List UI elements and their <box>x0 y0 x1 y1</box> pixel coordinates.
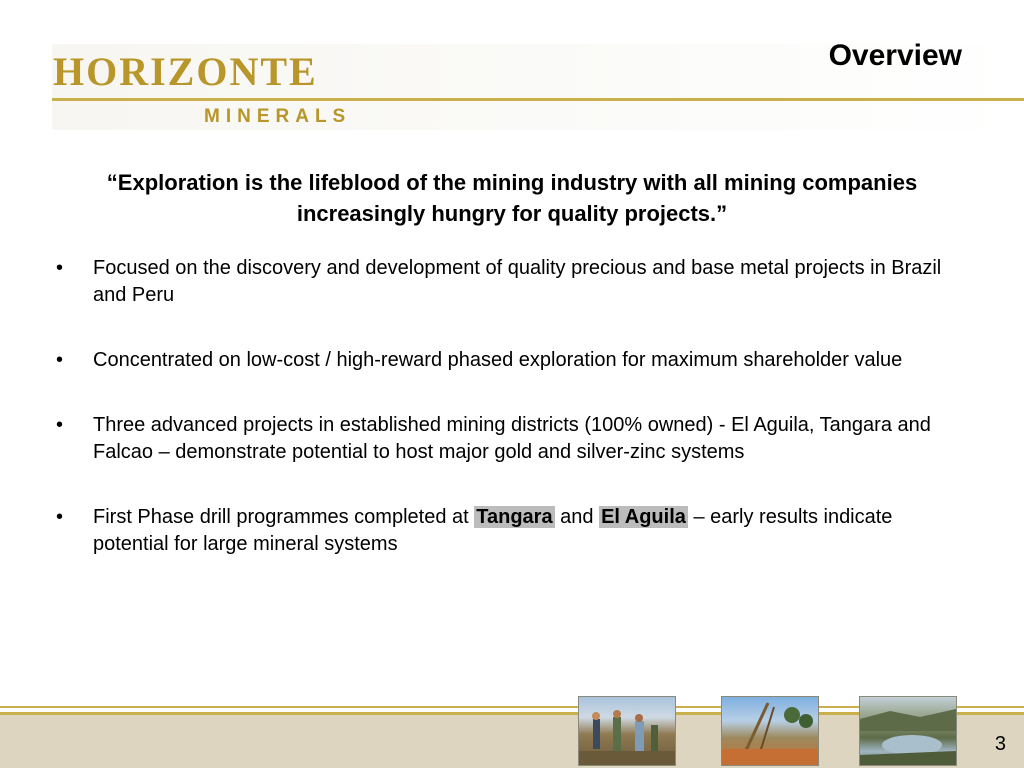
bullet-item <box>56 255 966 309</box>
bullet-marker: • <box>56 506 64 528</box>
bullet-text: Three advanced projects in established mining districts (100% owned) - El Aguila, Tangara and Falcao – demonstrate potential to host major gold and silver-zinc systems <box>93 414 931 463</box>
bullet-text: Concentrated on low-cost / high-reward phased exploration for maximum shareholder value <box>93 349 903 371</box>
company-logo-subtitle: MINERALS <box>204 106 352 127</box>
bullet-marker: • <box>56 414 64 436</box>
el-aguila-link[interactable]: El Aguila <box>601 506 686 528</box>
field-workers-photo-art <box>579 697 675 765</box>
tangara-link[interactable]: Tangara <box>476 506 553 528</box>
bullet-marker: • <box>56 349 64 371</box>
bullet-text-part: and <box>554 506 600 528</box>
slide-title: Overview <box>828 39 962 72</box>
drill-rig-photo <box>721 696 819 766</box>
landscape-lake-photo-art <box>860 697 956 765</box>
page-number: 3 <box>994 733 1006 755</box>
bullet-text <box>93 506 892 555</box>
bullet-item <box>56 504 966 558</box>
bullet-marker: • <box>56 257 64 279</box>
landscape-lake-photo <box>859 696 957 766</box>
headline-quote: “Exploration is the lifeblood of the mining industry with all mining companies increasingly hungry for quality projects.” <box>106 170 918 226</box>
bullet-text: Focused on the discovery and development of quality precious and base metal projects in Brazil and Peru <box>93 257 942 306</box>
bullet-text-part: First Phase drill programmes completed at <box>93 506 475 528</box>
field-workers-photo <box>578 696 676 766</box>
header-rule <box>52 98 1024 101</box>
bullet-list <box>56 255 966 558</box>
drill-rig-photo-art <box>722 697 818 765</box>
bullet-item <box>56 347 966 374</box>
company-logo-wordmark: HORIZONTE <box>53 49 318 94</box>
bullet-text-part: – early results indicate potential for large mineral systems <box>93 506 893 555</box>
bullet-item <box>56 412 966 466</box>
